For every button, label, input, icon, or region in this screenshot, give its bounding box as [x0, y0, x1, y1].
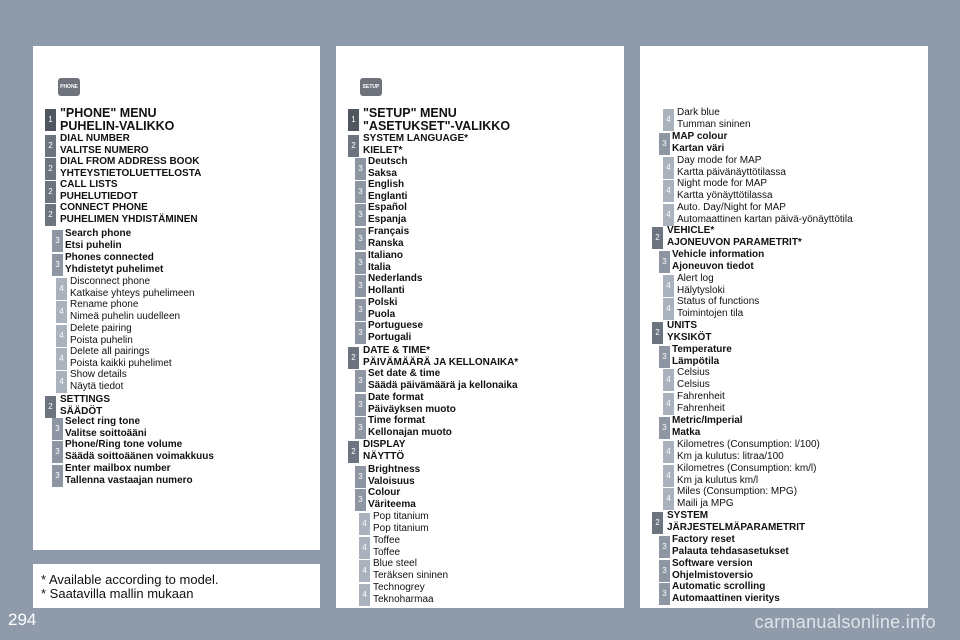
- entry-label-fi: Palauta tehdasasetukset: [672, 546, 789, 557]
- level-badge: 3: [659, 536, 670, 558]
- level-badge: 2: [45, 135, 56, 157]
- menu-entry: [672, 249, 764, 273]
- level-badge: 2: [348, 347, 359, 369]
- entry-label-en: Phone/Ring tone volume: [65, 439, 183, 450]
- level-badge: 4: [359, 513, 370, 535]
- phone-menu-panel: [33, 46, 320, 550]
- menu-entry: [677, 107, 751, 131]
- level-badge: 1: [348, 109, 359, 131]
- menu-entry: [677, 202, 853, 226]
- entry-label-en: Fahrenheit: [677, 391, 725, 402]
- menu-entry: [368, 392, 456, 416]
- entry-label-fi: Fahrenheit: [677, 403, 725, 414]
- entry-label-fi: Maili ja MPG: [677, 498, 734, 509]
- level-badge: 3: [659, 251, 670, 273]
- entry-label-fi: Päiväyksen muoto: [368, 404, 456, 415]
- menu-entry: [65, 228, 131, 252]
- menu-entry: [368, 464, 420, 488]
- menu-entry: [677, 178, 773, 202]
- level-badge: 3: [52, 254, 63, 276]
- menu-entry: [667, 320, 711, 344]
- entry-label-fi: Hälytysloki: [677, 285, 725, 296]
- entry-label-en: Miles (Consumption: MPG): [677, 486, 798, 497]
- level-badge: 4: [56, 278, 67, 300]
- entry-label-fi: Teräksen sininen: [373, 570, 449, 581]
- entry-label-en: Select ring tone: [65, 416, 141, 427]
- level-badge: 3: [52, 441, 63, 463]
- level-badge: 2: [348, 135, 359, 157]
- entry-label-fi: Automaattinen kartan päivä-yönäyttötila: [677, 214, 853, 225]
- menu-entry: [70, 276, 195, 300]
- entry-label-fi: Espanja: [368, 214, 407, 225]
- menu-entry: [373, 511, 429, 535]
- level-badge: 4: [56, 348, 67, 370]
- entry-label-en: Blue steel: [373, 558, 417, 569]
- entry-label-en: Pop titanium: [373, 511, 429, 522]
- entry-label-en: VEHICLE*: [667, 225, 715, 236]
- entry-label-fi: "ASETUKSET"-VALIKKO: [363, 119, 511, 133]
- menu-entry: [373, 558, 448, 582]
- menu-entry: [677, 439, 820, 463]
- menu-entry: [60, 133, 149, 157]
- entry-label-fi: Pop titanium: [373, 523, 429, 534]
- setup-tab-icon: SETUP: [360, 78, 382, 96]
- entry-label-fi: Väriteema: [368, 499, 416, 510]
- menu-entry: [672, 131, 727, 155]
- entry-label-en: Auto. Day/Night for MAP: [677, 202, 786, 213]
- setup-menu-continued-panel: [640, 46, 928, 608]
- entry-label-en: "SETUP" MENU: [363, 106, 457, 120]
- entry-label-en: Software version: [672, 558, 753, 569]
- level-badge: 2: [45, 181, 56, 203]
- menu-entry: [677, 486, 797, 510]
- entry-label-fi: NÄYTTÖ: [363, 451, 405, 462]
- entry-label-en: MAP colour: [672, 131, 728, 142]
- level-badge: 3: [355, 204, 366, 226]
- level-badge: 2: [45, 396, 56, 418]
- level-badge: 2: [45, 204, 56, 226]
- entry-label-fi: Lämpötila: [672, 356, 720, 367]
- entry-label-en: "PHONE" MENU: [60, 106, 157, 120]
- entry-label-en: Nederlands: [368, 273, 423, 284]
- entry-label-en: SYSTEM LANGUAGE*: [363, 133, 469, 144]
- entry-label-fi: Katkaise yhteys puhelimeen: [70, 288, 195, 299]
- entry-label-en: DISPLAY: [363, 439, 406, 450]
- entry-label-fi: Toimintojen tila: [677, 308, 744, 319]
- entry-label-fi: Ranska: [368, 238, 404, 249]
- level-badge: 3: [355, 466, 366, 488]
- menu-entry: [373, 582, 434, 606]
- entry-label-en: Brightness: [368, 464, 421, 475]
- level-badge: 3: [659, 417, 670, 439]
- level-badge: 3: [355, 322, 366, 344]
- entry-label-en: Kilometres (Consumption: km/l): [677, 463, 817, 474]
- entry-label-en: Toffee: [373, 535, 401, 546]
- entry-label-en: Français: [368, 226, 410, 237]
- entry-label-en: Colour: [368, 487, 401, 498]
- entry-label-en: Show details: [70, 369, 127, 380]
- entry-label-fi: Kartta päivänäyttötilassa: [677, 167, 786, 178]
- entry-label-en: Metric/Imperial: [672, 415, 743, 426]
- entry-label-en: Automatic scrolling: [672, 581, 766, 592]
- level-badge: 3: [355, 370, 366, 392]
- menu-entry: [65, 439, 214, 463]
- entry-label-en: Set date & time: [368, 368, 441, 379]
- level-badge: 3: [355, 417, 366, 439]
- entry-label-en: CALL LISTS: [60, 179, 118, 190]
- entry-label-fi: KIELET*: [363, 145, 403, 156]
- menu-entry: [60, 107, 174, 133]
- menu-entry: [65, 416, 147, 440]
- entry-label-fi: Puola: [368, 309, 396, 320]
- entry-label-fi: Nimeä puhelin uudelleen: [70, 311, 181, 322]
- level-badge: 3: [659, 560, 670, 582]
- level-badge: 3: [52, 230, 63, 252]
- entry-label-en: Italiano: [368, 250, 404, 261]
- level-badge: 4: [359, 560, 370, 582]
- menu-entry: [368, 156, 407, 180]
- level-badge: 4: [56, 301, 67, 323]
- menu-entry: [363, 133, 468, 157]
- menu-entry: [65, 252, 163, 276]
- entry-label-en: UNITS: [667, 320, 697, 331]
- entry-label-en: Phones connected: [65, 252, 154, 263]
- entry-label-fi: Saksa: [368, 168, 397, 179]
- menu-entry: [368, 320, 423, 344]
- entry-label-en: Dark blue: [677, 107, 720, 118]
- entry-label-fi: Etsi puhelin: [65, 240, 122, 251]
- entry-label-fi: VALITSE NUMERO: [60, 145, 149, 156]
- menu-entry: [368, 415, 452, 439]
- level-badge: 3: [355, 252, 366, 274]
- footnote-box: [33, 564, 320, 608]
- menu-entry: [60, 394, 110, 418]
- entry-label-en: Alert log: [677, 273, 714, 284]
- entry-label-fi: Km ja kulutus km/l: [677, 475, 759, 486]
- entry-label-en: Kilometres (Consumption: l/100): [677, 439, 820, 450]
- entry-label-en: DIAL NUMBER: [60, 133, 130, 144]
- entry-label-fi: Hollanti: [368, 285, 405, 296]
- entry-label-fi: Tumman sininen: [677, 119, 751, 130]
- level-badge: 4: [359, 537, 370, 559]
- menu-entry: [60, 179, 138, 203]
- level-badge: 3: [659, 346, 670, 368]
- menu-entry: [677, 155, 786, 179]
- entry-label-fi: Yhdistetyt puhelimet: [65, 264, 164, 275]
- entry-label-fi: Celsius: [677, 379, 710, 390]
- entry-label-fi: Km ja kulutus: litraa/100: [677, 451, 784, 462]
- entry-label-en: CONNECT PHONE: [60, 202, 148, 213]
- menu-entry: [672, 344, 732, 368]
- level-badge: 4: [663, 393, 674, 415]
- entry-label-en: Time format: [368, 415, 426, 426]
- menu-entry: [368, 250, 403, 274]
- entry-label-en: Delete all pairings: [70, 346, 150, 357]
- menu-entry: [672, 415, 743, 439]
- entry-label-fi: PUHELIN-VALIKKO: [60, 119, 175, 133]
- entry-label-fi: Matka: [672, 427, 701, 438]
- menu-entry: [672, 581, 780, 605]
- level-badge: 3: [355, 181, 366, 203]
- menu-entry: [70, 299, 180, 323]
- entry-label-en: Celsius: [677, 367, 710, 378]
- entry-label-fi: Ajoneuvon tiedot: [672, 261, 754, 272]
- menu-entry: [363, 439, 405, 463]
- menu-entry: [373, 535, 400, 559]
- entry-label-en: Delete pairing: [70, 323, 132, 334]
- entry-label-en: DIAL FROM ADDRESS BOOK: [60, 156, 200, 167]
- entry-label-fi: JÄRJESTELMÄPARAMETRIT: [667, 522, 806, 533]
- level-badge: 2: [652, 512, 663, 534]
- entry-label-fi: Teknoharmaa: [373, 594, 434, 605]
- entry-label-fi: YHTEYSTIETOLUETTELOSTA: [60, 168, 202, 179]
- level-badge: 3: [355, 489, 366, 511]
- entry-label-en: Deutsch: [368, 156, 408, 167]
- watermark: carmanualsonline.info: [754, 612, 936, 632]
- menu-entry: [368, 368, 518, 392]
- entry-label-en: Portuguese: [368, 320, 424, 331]
- entry-label-fi: Italia: [368, 262, 391, 273]
- entry-label-en: SETTINGS: [60, 394, 111, 405]
- entry-label-en: Night mode for MAP: [677, 178, 768, 189]
- menu-entry: [70, 369, 127, 393]
- level-badge: 4: [663, 275, 674, 297]
- entry-label-en: Day mode for MAP: [677, 155, 762, 166]
- entry-label-fi: Näytä tiedot: [70, 381, 124, 392]
- entry-label-fi: Säädä päivämäärä ja kellonaika: [368, 380, 518, 391]
- level-badge: 4: [56, 325, 67, 347]
- entry-label-en: Rename phone: [70, 299, 139, 310]
- entry-label-fi: YKSIKÖT: [667, 332, 712, 343]
- entry-label-fi: PUHELUTIEDOT: [60, 191, 138, 202]
- menu-entry: [70, 346, 172, 370]
- menu-entry: [368, 273, 422, 297]
- menu-entry: [667, 225, 802, 249]
- level-badge: 3: [355, 228, 366, 250]
- entry-label-en: English: [368, 179, 405, 190]
- entry-label-en: Date format: [368, 392, 424, 403]
- footnote-line-2: * Saatavilla mallin mukaan: [41, 586, 194, 601]
- level-badge: 4: [663, 157, 674, 179]
- level-badge: 2: [45, 158, 56, 180]
- entry-label-fi: Poista puhelin: [70, 335, 133, 346]
- level-badge: 3: [355, 299, 366, 321]
- entry-label-en: Factory reset: [672, 534, 735, 545]
- entry-label-en: Technogrey: [373, 582, 425, 593]
- menu-entry: [368, 487, 416, 511]
- level-badge: 4: [663, 298, 674, 320]
- menu-entry: [70, 323, 133, 347]
- phone-tab-icon: PHONE: [58, 78, 80, 96]
- entry-label-en: DATE & TIME*: [363, 345, 431, 356]
- level-badge: 4: [663, 441, 674, 463]
- menu-entry: [677, 273, 725, 297]
- menu-entry: [672, 558, 753, 582]
- setup-menu-panel: [336, 46, 624, 608]
- level-badge: 2: [652, 227, 663, 249]
- entry-label-fi: Kartta yönäyttötilassa: [677, 190, 773, 201]
- entry-label-en: Disconnect phone: [70, 276, 151, 287]
- entry-label-en: Enter mailbox number: [65, 463, 171, 474]
- menu-entry: [368, 226, 409, 250]
- entry-label-fi: Ohjelmistoversio: [672, 570, 754, 581]
- menu-entry: [60, 202, 198, 226]
- entry-label-fi: Portugali: [368, 332, 412, 343]
- level-badge: 2: [348, 441, 359, 463]
- menu-entry: [60, 156, 201, 180]
- level-badge: 4: [56, 371, 67, 393]
- level-badge: 2: [652, 322, 663, 344]
- entry-label-en: Español: [368, 202, 407, 213]
- menu-entry: [677, 463, 816, 487]
- level-badge: 3: [659, 583, 670, 605]
- entry-label-en: SYSTEM: [667, 510, 709, 521]
- level-badge: 4: [663, 488, 674, 510]
- entry-label-fi: Poista kaikki puhelimet: [70, 358, 172, 369]
- entry-label-fi: Automaattinen vieritys: [672, 593, 780, 604]
- level-badge: 1: [45, 109, 56, 131]
- entry-label-en: Search phone: [65, 228, 132, 239]
- entry-label-en: Temperature: [672, 344, 732, 355]
- menu-entry: [363, 345, 518, 369]
- entry-label-en: Polski: [368, 297, 398, 308]
- level-badge: 4: [663, 109, 674, 131]
- page-number: 294: [8, 610, 37, 629]
- menu-entry: [677, 367, 710, 391]
- entry-label-fi: AJONEUVON PARAMETRIT*: [667, 237, 802, 248]
- menu-entry: [677, 391, 725, 415]
- entry-label-fi: PUHELIMEN YHDISTÄMINEN: [60, 214, 198, 225]
- level-badge: 3: [52, 418, 63, 440]
- entry-label-fi: Valitse soittoääni: [65, 428, 147, 439]
- level-badge: 4: [663, 465, 674, 487]
- entry-label-fi: Toffee: [373, 547, 401, 558]
- menu-entry: [368, 179, 407, 203]
- menu-entry: [65, 463, 193, 487]
- entry-label-fi: Säädä soittoäänen voimakkuus: [65, 451, 214, 462]
- menu-entry: [667, 510, 805, 534]
- level-badge: 4: [663, 369, 674, 391]
- entry-label-fi: SÄÄDÖT: [60, 406, 103, 417]
- entry-label-en: Status of functions: [677, 296, 760, 307]
- entry-label-fi: Tallenna vastaajan numero: [65, 475, 193, 486]
- menu-entry: [368, 297, 397, 321]
- menu-entry: [368, 202, 407, 226]
- level-badge: 3: [355, 275, 366, 297]
- menu-entry: [363, 107, 510, 133]
- menu-entry: [677, 296, 759, 320]
- entry-label-fi: Valoisuus: [368, 476, 415, 487]
- entry-label-en: Vehicle information: [672, 249, 765, 260]
- entry-label-fi: Kellonajan muoto: [368, 427, 452, 438]
- level-badge: 3: [52, 465, 63, 487]
- level-badge: 3: [355, 158, 366, 180]
- entry-label-fi: Kartan väri: [672, 143, 725, 154]
- entry-label-fi: PÄIVÄMÄÄRÄ JA KELLONAIKA*: [363, 357, 519, 368]
- level-badge: 4: [359, 584, 370, 606]
- level-badge: 3: [659, 133, 670, 155]
- level-badge: 4: [663, 204, 674, 226]
- entry-label-fi: Englanti: [368, 191, 408, 202]
- footnote-line-1: * Available according to model.: [41, 572, 219, 587]
- level-badge: 3: [355, 394, 366, 416]
- menu-entry: [672, 534, 789, 558]
- level-badge: 4: [663, 180, 674, 202]
